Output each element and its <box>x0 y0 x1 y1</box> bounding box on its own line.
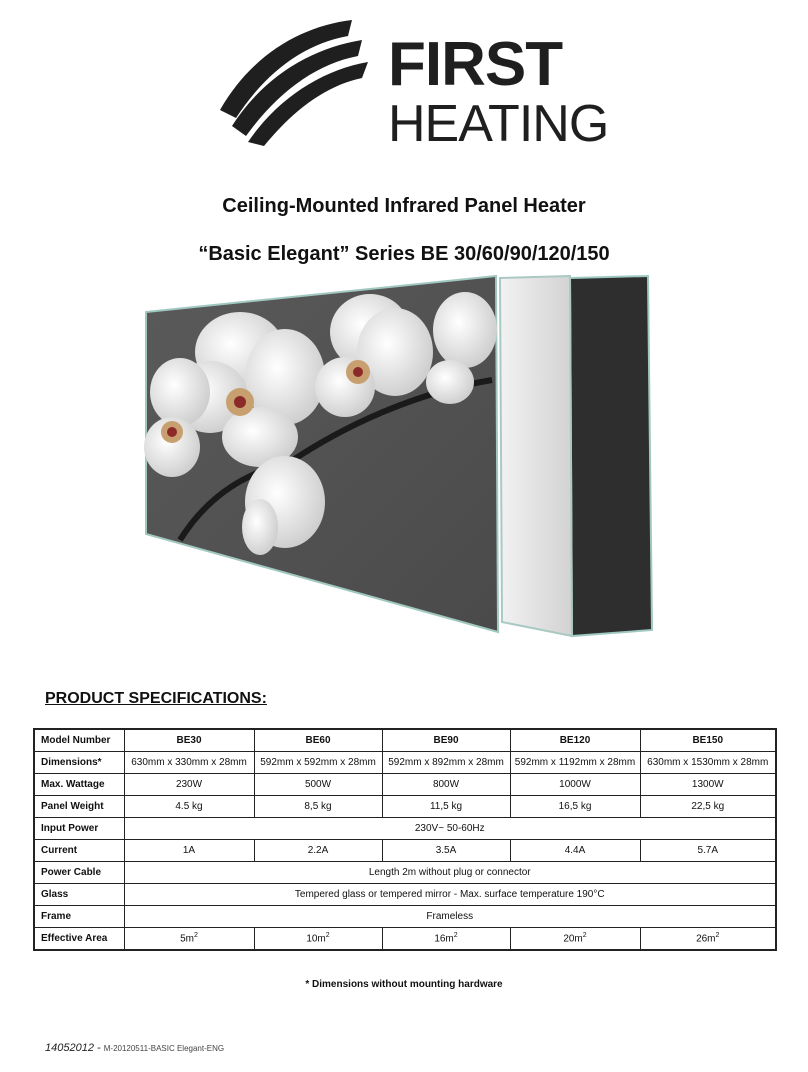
table-cell: 4.4A <box>510 840 640 862</box>
table-row <box>34 729 776 752</box>
table-cell: BE60 <box>254 729 382 752</box>
footnote: * Dimensions without mounting hardware <box>305 979 503 990</box>
table-cell: 22,5 kg <box>640 796 776 818</box>
row-label: Frame <box>34 906 124 928</box>
row-label: Panel Weight <box>34 796 124 818</box>
table-row <box>34 818 776 840</box>
table-cell: $10m^2$ <box>254 928 382 951</box>
table-row <box>34 884 776 906</box>
table-cell: $26m^2$ <box>640 928 776 951</box>
table-cell: 2.2A <box>254 840 382 862</box>
table-cell: BE90 <box>382 729 510 752</box>
table-cell: 11,5 kg <box>382 796 510 818</box>
swoosh-icon <box>212 14 382 146</box>
table-cell: $16m^2$ <box>382 928 510 951</box>
brand-logo <box>212 14 609 153</box>
table-cell: 4.5 kg <box>124 796 254 818</box>
specs-heading: PRODUCT SPECIFICATIONS: <box>45 690 267 707</box>
table-row <box>34 862 776 884</box>
doc-code: M-20120511-BASIC Elegant-ENG <box>103 1044 225 1053</box>
table-row <box>34 906 776 928</box>
table-row <box>34 928 776 951</box>
table-cell: 230V~ 50-60Hz <box>124 818 776 840</box>
table-cell: BE30 <box>124 729 254 752</box>
table-row <box>34 840 776 862</box>
table-cell: 3.5A <box>382 840 510 862</box>
row-label: Input Power <box>34 818 124 840</box>
table-cell: 8,5 kg <box>254 796 382 818</box>
row-label: Glass <box>34 884 124 906</box>
row-label: Power Cable <box>34 862 124 884</box>
table-cell: BE120 <box>510 729 640 752</box>
page-subtitle: “Basic Elegant” Series BE 30/60/90/120/150 <box>198 243 610 265</box>
table-cell: Tempered glass or tempered mirror - Max. surface temperature 190°C <box>124 884 776 906</box>
table-cell: 1300W <box>640 774 776 796</box>
brand-name-first: FIRST <box>388 30 563 99</box>
table-cell: 592mm x 892mm x 28mm <box>382 752 510 774</box>
specs-table <box>33 728 777 951</box>
table-cell: $5m^2$ <box>124 928 254 951</box>
document-reference <box>45 1042 224 1054</box>
row-label: Dimensions* <box>34 752 124 774</box>
table-cell: 800W <box>382 774 510 796</box>
row-label: Model Number <box>34 729 124 752</box>
brand-name-heating: HEATING <box>388 95 609 153</box>
row-label: Current <box>34 840 124 862</box>
table-cell: 500W <box>254 774 382 796</box>
doc-number: 14052012 - <box>45 1042 101 1054</box>
table-cell: 1A <box>124 840 254 862</box>
table-cell: $20m^2$ <box>510 928 640 951</box>
table-cell: 1000W <box>510 774 640 796</box>
table-cell: 630mm x 330mm x 28mm <box>124 752 254 774</box>
table-row <box>34 774 776 796</box>
product-photo <box>140 272 665 652</box>
row-label: Max. Wattage <box>34 774 124 796</box>
table-cell: 230W <box>124 774 254 796</box>
page-title: Ceiling-Mounted Infrared Panel Heater <box>222 195 586 217</box>
row-label: Effective Area <box>34 928 124 951</box>
table-cell: 592mm x 1192mm x 28mm <box>510 752 640 774</box>
table-cell: BE150 <box>640 729 776 752</box>
table-cell: 630mm x 1530mm x 28mm <box>640 752 776 774</box>
table-cell: Length 2m without plug or connector <box>124 862 776 884</box>
table-row <box>34 796 776 818</box>
table-cell: 16,5 kg <box>510 796 640 818</box>
table-cell: 5.7A <box>640 840 776 862</box>
table-row <box>34 752 776 774</box>
table-cell: 592mm x 592mm x 28mm <box>254 752 382 774</box>
table-cell: Frameless <box>124 906 776 928</box>
